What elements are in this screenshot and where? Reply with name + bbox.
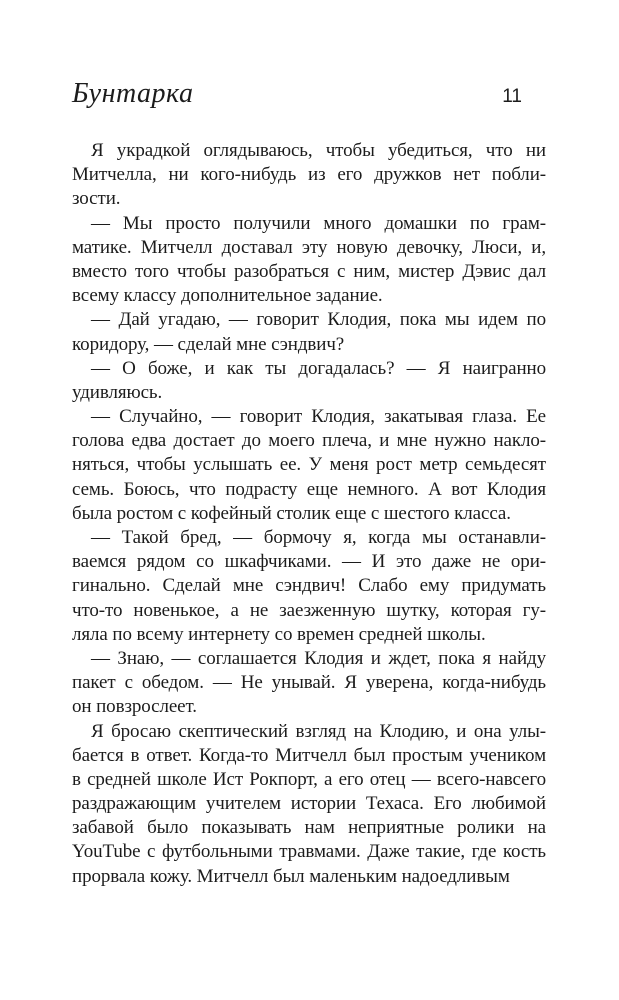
paragraph	[72, 720, 546, 889]
text-line: удивляюсь.	[72, 381, 163, 403]
text-line: YouTube с футбольными травмами. Даже такие, где кость	[72, 841, 546, 863]
text-line: — Мы просто получили много домашки по грам-	[91, 212, 546, 234]
text-line: вместо того чтобы разобраться с ним, мистер Дэвис дал	[72, 260, 546, 282]
text-line: бается в ответ. Когда-то Митчелл был простым учеником	[72, 744, 546, 766]
text-line: в средней школе Ист Рокпорт, а его отец — всего-навсего	[72, 768, 546, 790]
text-line: — Такой бред, — бормочу я, когда мы останавли-	[91, 527, 546, 548]
paragraph	[72, 405, 546, 526]
paragraph	[72, 139, 546, 212]
text-line: Я бросаю скептический взгляд на Клодию, и она улы-	[91, 720, 546, 742]
text-line: коридору, — сделай мне сэндвич?	[72, 333, 345, 355]
paragraph	[72, 357, 546, 405]
text-line: ваемся рядом со шкафчиками. — И это даже не ори-	[72, 551, 546, 573]
text-line: он повзрослеет.	[72, 696, 197, 718]
page-body	[72, 139, 546, 889]
text-line: голова едва достает до моего плеча, и мне нужно накло-	[72, 430, 546, 452]
paragraph	[72, 647, 546, 720]
text-line: прорвала кожу. Митчелл был маленьким надоедливым	[72, 865, 510, 887]
text-line: зости.	[72, 188, 121, 210]
text-line: Митчелла, ни кого-нибудь из его дружков нет побли-	[72, 164, 546, 186]
text-line: забавой было показывать нам неприятные ролики на	[72, 817, 546, 839]
text-line: — Знаю, — соглашается Клодия и ждет, пока я найду	[91, 647, 546, 669]
text-line: Я украдкой оглядываюсь, чтобы убедиться, что ни	[91, 140, 546, 161]
paragraph	[72, 308, 546, 356]
page-header	[72, 78, 546, 110]
text-line: семь. Боюсь, что подрасту еще немного. А вот Клодия	[72, 478, 546, 500]
text-line: матике. Митчелл доставал эту новую девочку, Люси, и,	[72, 236, 546, 258]
page-number: 11	[502, 86, 522, 107]
text-line: — Дай угадаю, — говорит Клодия, пока мы идем по	[91, 309, 546, 331]
text-line: гинально. Сделай мне сэндвич! Слабо ему придумать	[72, 575, 546, 597]
text-line: раздражающим учителем истории Техаса. Его любимой	[72, 793, 546, 815]
text-line: была ростом с кофейный столик еще с шестого класса.	[72, 502, 511, 524]
paragraph	[72, 526, 546, 647]
text-line: — Случайно, — говорит Клодия, закатывая глаза. Ее	[91, 406, 546, 428]
text-line: пакет с обедом. — Не унывай. Я уверена, когда-нибудь	[72, 672, 546, 694]
paragraph	[72, 212, 546, 309]
running-title: Бунтарка	[72, 78, 194, 109]
text-line: что-то новенькое, а не заезженную шутку, которая гу-	[72, 599, 546, 621]
text-line: всему классу дополнительное задание.	[72, 285, 383, 307]
text-line: няться, чтобы услышать ее. У меня рост метр семьдесят	[72, 454, 546, 476]
text-line: ляла по всему интернету со времен средней школы.	[72, 623, 486, 645]
text-line: — О боже, и как ты догадалась? — Я наигранно	[91, 357, 546, 379]
